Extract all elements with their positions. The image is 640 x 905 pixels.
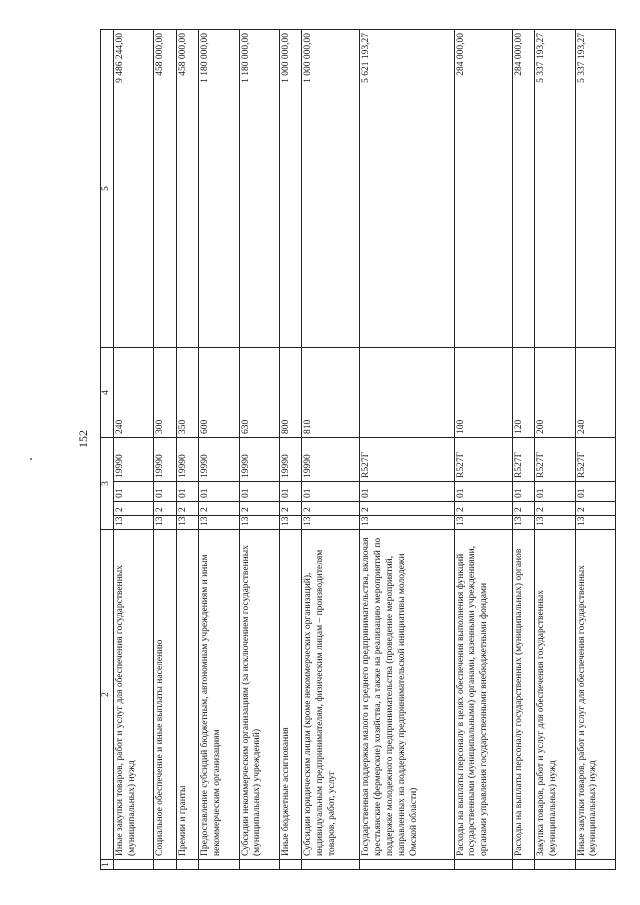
row-expense-type-cell: 600 <box>199 348 239 438</box>
row-code-item-cell: 19990 <box>279 438 301 482</box>
table-row <box>360 30 454 870</box>
row-expense-type-cell: 240 <box>575 348 615 438</box>
row-col1-cell <box>114 860 154 870</box>
table-row <box>302 30 360 870</box>
row-expense-type-cell: 800 <box>279 348 301 438</box>
page-number: 152 <box>76 430 90 448</box>
row-amount-cell: 284 000,00 <box>454 30 512 348</box>
row-code-program-cell: 01 <box>154 482 176 502</box>
row-name-cell: Премии и гранты <box>176 530 198 860</box>
row-name-cell: Расходы на выплаты персоналу в целях обеспечения выполнения функций государственными (муниципальными) органами, казенными учреждениями, органами управления государственными внебюджетными фондами <box>454 530 512 860</box>
row-code-section-cell: 13 <box>302 516 360 530</box>
table-row <box>512 30 534 870</box>
row-name-cell: Государственная поддержка малого и среднего предпринимательства, включая крестьянские (фермерские) хозяйства, а также на реализацию мероприятий по поддержке молодежного предпринимательства (проведение мероприятий, направленных на поддержку предпринимательской инициативы молодежи Омской области) <box>360 530 454 860</box>
row-amount-cell: 5 337 193,27 <box>575 30 615 348</box>
row-code-sub-cell: 2 <box>512 502 534 516</box>
row-name-cell: Иные бюджетные ассигнования <box>279 530 301 860</box>
row-amount-cell: 1 180 000,00 <box>199 30 239 348</box>
row-code-sub-cell: 2 <box>239 502 279 516</box>
row-name-cell: Закупка товаров, работ и услуг для обеспечения государственных (муниципальных) нужд <box>535 530 575 860</box>
row-code-item-cell: R527Г <box>512 438 534 482</box>
table-row <box>114 30 154 870</box>
column-header-5: 5 <box>101 30 114 348</box>
row-amount-cell: 1 000 000,00 <box>279 30 301 348</box>
row-col1-cell <box>360 860 454 870</box>
row-name-cell: Иные закупки товаров, работ и услуг для обеспечения государственных (муниципальных) нужд <box>114 530 154 860</box>
budget-table-rotated <box>100 30 616 870</box>
row-code-section-cell: 13 <box>575 516 615 530</box>
row-code-item-cell: R527Г <box>575 438 615 482</box>
row-code-program-cell: 01 <box>535 482 575 502</box>
row-expense-type-cell: 100 <box>454 348 512 438</box>
row-name-cell: Иные закупки товаров, работ и услуг для обеспечения государственных (муниципальных) нужд <box>575 530 615 860</box>
row-name-cell: Субсидии некоммерческим организациям (за исключением государственных (муниципальных) учреждений) <box>239 530 279 860</box>
row-code-sub-cell: 2 <box>154 502 176 516</box>
row-name-cell: Социальное обеспечение и иные выплаты населению <box>154 530 176 860</box>
row-amount-cell: 458 000,00 <box>176 30 198 348</box>
row-code-section-cell: 13 <box>176 516 198 530</box>
row-code-program-cell: 01 <box>360 482 454 502</box>
row-amount-cell: 9 486 244,00 <box>114 30 154 348</box>
row-expense-type-cell: 200 <box>535 348 575 438</box>
table-row <box>454 30 512 870</box>
column-header-4: 4 <box>101 348 114 438</box>
row-code-section-cell: 13 <box>279 516 301 530</box>
row-code-program-cell: 01 <box>239 482 279 502</box>
row-code-item-cell: R527Г <box>454 438 512 482</box>
row-code-item-cell: 19990 <box>176 438 198 482</box>
column-number-row <box>101 30 114 870</box>
row-code-sub-cell: 2 <box>575 502 615 516</box>
table-row <box>154 30 176 870</box>
row-expense-type-cell: 810 <box>302 348 360 438</box>
row-expense-type-cell: 240 <box>114 348 154 438</box>
row-expense-type-cell: 630 <box>239 348 279 438</box>
row-code-sub-cell: 2 <box>535 502 575 516</box>
row-code-program-cell: 01 <box>575 482 615 502</box>
row-code-item-cell: 19990 <box>154 438 176 482</box>
row-code-section-cell: 13 <box>360 516 454 530</box>
row-code-item-cell: 19990 <box>114 438 154 482</box>
row-code-program-cell: 01 <box>114 482 154 502</box>
table-body <box>114 30 616 870</box>
table-row <box>575 30 615 870</box>
row-code-program-cell: 01 <box>512 482 534 502</box>
row-code-sub-cell: 2 <box>302 502 360 516</box>
row-code-section-cell: 13 <box>454 516 512 530</box>
row-amount-cell: 1 000 000,00 <box>302 30 360 348</box>
column-header-1: 1 <box>101 860 114 870</box>
row-code-sub-cell: 2 <box>176 502 198 516</box>
row-amount-cell: 284 000,00 <box>512 30 534 348</box>
row-col1-cell <box>454 860 512 870</box>
row-name-cell: Субсидии юридическим лицам (кроме некоммерческих организаций), индивидуальным предпринимателям, физическим лицам – производителям товаров, работ, услуг <box>302 530 360 860</box>
row-amount-cell: 5 621 193,27 <box>360 30 454 348</box>
budget-table <box>100 29 616 870</box>
row-code-program-cell: 01 <box>199 482 239 502</box>
row-code-item-cell: R527Г <box>535 438 575 482</box>
row-code-item-cell: R527Г <box>360 438 454 482</box>
row-col1-cell <box>535 860 575 870</box>
row-code-sub-cell: 2 <box>114 502 154 516</box>
row-code-section-cell: 13 <box>154 516 176 530</box>
row-amount-cell: 458 000,00 <box>154 30 176 348</box>
row-col1-cell <box>575 860 615 870</box>
row-code-section-cell: 13 <box>114 516 154 530</box>
scan-speck <box>30 458 32 460</box>
row-amount-cell: 5 337 193,27 <box>535 30 575 348</box>
table-row <box>176 30 198 870</box>
row-amount-cell: 1 180 000,00 <box>239 30 279 348</box>
table-row <box>279 30 301 870</box>
row-col1-cell <box>176 860 198 870</box>
row-col1-cell <box>154 860 176 870</box>
row-col1-cell <box>239 860 279 870</box>
row-col1-cell <box>279 860 301 870</box>
row-code-program-cell: 01 <box>279 482 301 502</box>
row-expense-type-cell: 300 <box>154 348 176 438</box>
row-col1-cell <box>512 860 534 870</box>
table-row <box>199 30 239 870</box>
row-code-item-cell: 19990 <box>199 438 239 482</box>
row-code-section-cell: 13 <box>239 516 279 530</box>
row-code-program-cell: 01 <box>302 482 360 502</box>
row-code-section-cell: 13 <box>512 516 534 530</box>
row-code-sub-cell: 2 <box>360 502 454 516</box>
row-code-section-cell: 13 <box>535 516 575 530</box>
row-expense-type-cell <box>360 348 454 438</box>
row-code-program-cell: 01 <box>454 482 512 502</box>
row-code-program-cell: 01 <box>176 482 198 502</box>
row-code-item-cell: 19990 <box>302 438 360 482</box>
row-col1-cell <box>199 860 239 870</box>
row-name-cell: Предоставление субсидий бюджетным, автономным учреждениям и иным некоммерческим организациям <box>199 530 239 860</box>
row-code-sub-cell: 2 <box>279 502 301 516</box>
row-name-cell: Расходы на выплаты персоналу государственных (муниципальных) органов <box>512 530 534 860</box>
row-col1-cell <box>302 860 360 870</box>
row-code-sub-cell: 2 <box>199 502 239 516</box>
row-code-item-cell: 19990 <box>239 438 279 482</box>
row-expense-type-cell: 120 <box>512 348 534 438</box>
row-expense-type-cell: 350 <box>176 348 198 438</box>
column-header-3: 3 <box>101 438 114 530</box>
table-row <box>239 30 279 870</box>
table-row <box>535 30 575 870</box>
column-header-2: 2 <box>101 530 114 860</box>
row-code-sub-cell: 2 <box>454 502 512 516</box>
row-code-section-cell: 13 <box>199 516 239 530</box>
